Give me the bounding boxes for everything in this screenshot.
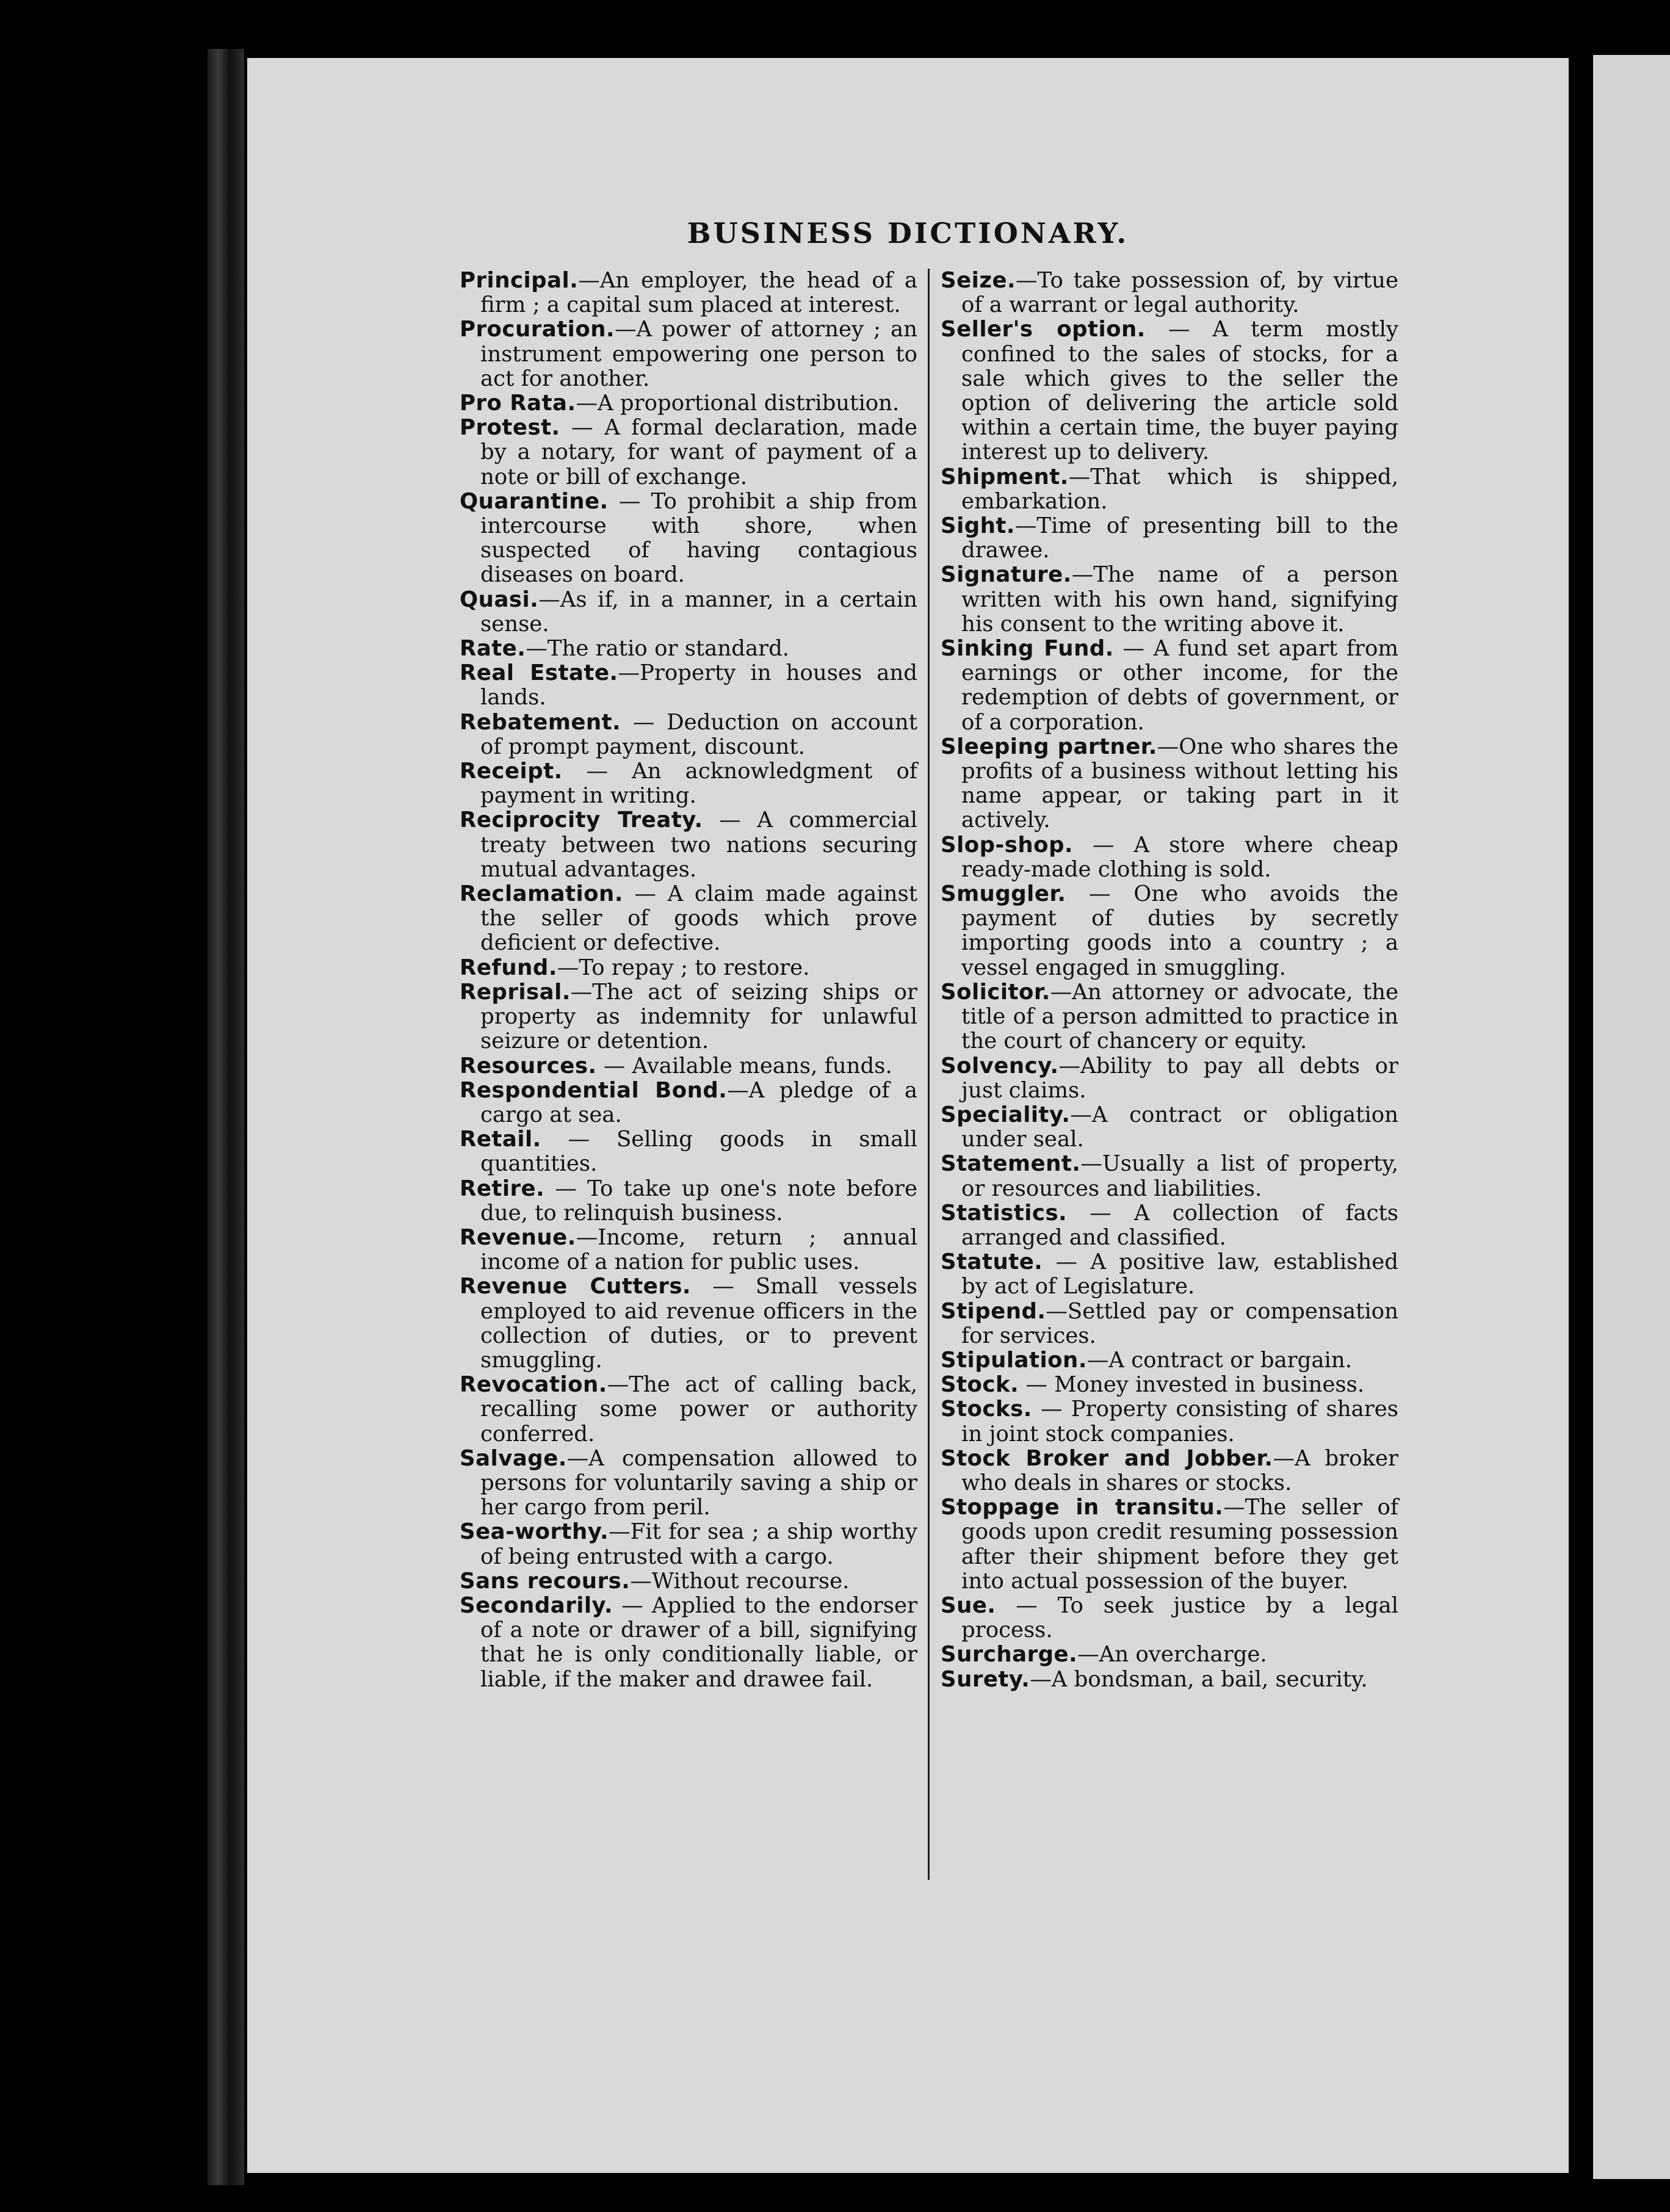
dictionary-entry bbox=[941, 465, 1398, 514]
entry-term: Pro Rata. bbox=[460, 391, 576, 416]
entry-definition: —Time of presenting bill to the drawee. bbox=[961, 513, 1398, 563]
entry-definition: — To take up one's note before due, to relinquish business. bbox=[480, 1176, 917, 1226]
dictionary-entry bbox=[460, 637, 917, 661]
entry-term: Sue. bbox=[941, 1592, 996, 1618]
entry-term: Surety. bbox=[941, 1666, 1030, 1692]
entry-definition: —The seller of goods upon credit resuming possession after their shipment before they get into actual possession of the buyer. bbox=[961, 1495, 1399, 1594]
entry-definition: —The act of seizing ships or property as indemnity for unlawful seizure or detention. bbox=[480, 979, 917, 1054]
entry-definition: — A store where cheap ready-made clothing is sold. bbox=[961, 832, 1398, 882]
entry-definition: —Income, return ; annual income of a nation for public uses. bbox=[480, 1224, 917, 1275]
entry-term: Reclamation. bbox=[460, 881, 623, 907]
column-rule bbox=[928, 269, 930, 1880]
entry-definition: — Available means, funds. bbox=[596, 1053, 892, 1079]
entry-term: Quasi. bbox=[460, 587, 539, 612]
dictionary-entry bbox=[460, 980, 917, 1054]
entry-definition: —To take possession of, by virtue of a warrant or legal authority. bbox=[961, 268, 1398, 318]
entry-term: Speciality. bbox=[941, 1102, 1071, 1127]
entry-definition: — A commercial treaty between two nations securing mutual advantages. bbox=[480, 808, 917, 882]
entry-definition: —A proportional distribution. bbox=[576, 391, 900, 416]
entry-term: Revocation. bbox=[460, 1372, 607, 1398]
entry-term: Stoppage in transitu. bbox=[941, 1495, 1224, 1520]
entry-definition: —A power of attorney ; an instrument empowering one person to act for another. bbox=[480, 317, 917, 391]
dictionary-entry bbox=[941, 1447, 1398, 1495]
entry-term: Solicitor. bbox=[941, 979, 1050, 1005]
entry-term: Quarantine. bbox=[460, 488, 609, 514]
dictionary-entry bbox=[460, 1079, 917, 1127]
dictionary-entry bbox=[460, 956, 917, 980]
entry-definition: — Money invested in business. bbox=[1019, 1372, 1365, 1398]
entry-definition: — A collection of facts arranged and classified. bbox=[961, 1200, 1398, 1250]
entry-term: Seize. bbox=[941, 268, 1016, 293]
entry-term: Salvage. bbox=[460, 1445, 567, 1471]
dictionary-entry bbox=[941, 1348, 1398, 1373]
dictionary-entry bbox=[941, 833, 1398, 882]
entry-term: Statement. bbox=[941, 1151, 1081, 1177]
entry-term: Protest. bbox=[460, 415, 560, 441]
entry-term: Principal. bbox=[460, 268, 579, 293]
entry-definition: —A bondsman, a bail, security. bbox=[1030, 1666, 1368, 1692]
dictionary-entry bbox=[460, 808, 917, 882]
dictionary-entry bbox=[460, 1373, 917, 1447]
entry-term: Smuggler. bbox=[941, 881, 1066, 907]
entry-definition: —The act of calling back, recalling some power or authority conferred. bbox=[480, 1372, 917, 1447]
entry-definition: — Applied to the endorser of a note or drawer of a bill, signifying that he is only conditionally liable, or liable, if the maker and drawee fail. bbox=[480, 1592, 917, 1692]
entry-definition: —A contract or obligation under seal. bbox=[961, 1102, 1398, 1152]
dictionary-entry bbox=[460, 391, 917, 416]
dictionary-entry bbox=[460, 416, 917, 490]
entry-definition: —An employer, the head of a firm ; a capital sum placed at interest. bbox=[480, 268, 917, 318]
dictionary-entry bbox=[460, 1054, 917, 1079]
entry-definition: — A fund set apart from earnings or other income, for the redemption of debts of government, or of a corporation. bbox=[961, 636, 1398, 735]
entry-term: Shipment. bbox=[941, 464, 1069, 490]
dictionary-entry bbox=[941, 1594, 1398, 1643]
entry-term: Retire. bbox=[460, 1176, 545, 1201]
entry-definition: — A term mostly confined to the sales of stocks, for a sale which gives to the seller the option of delivering the article sold within a certain time, the buyer paying interest up to delivery. bbox=[961, 317, 1398, 465]
entry-definition: —Settled pay or compensation for services. bbox=[961, 1298, 1398, 1348]
entry-definition: —An attorney or advocate, the title of a person admitted to practice in the court of chancery or equity. bbox=[961, 979, 1398, 1054]
dictionary-entry bbox=[460, 317, 917, 391]
entry-term: Sea-worthy. bbox=[460, 1519, 609, 1545]
entry-term: Real Estate. bbox=[460, 660, 618, 686]
dictionary-entry bbox=[941, 514, 1398, 563]
entry-definition: —A contract or bargain. bbox=[1086, 1347, 1353, 1373]
entry-definition: —Usually a list of property, or resources and liabilities. bbox=[961, 1151, 1398, 1201]
dictionary-entry bbox=[460, 1177, 917, 1226]
entry-definition: — Deduction on account of prompt payment, discount. bbox=[480, 709, 917, 759]
dictionary-entry bbox=[460, 710, 917, 759]
entry-term: Statistics. bbox=[941, 1200, 1068, 1226]
dictionary-entry bbox=[941, 317, 1398, 464]
entry-definition: —Without recourse. bbox=[630, 1568, 850, 1594]
dictionary-entry bbox=[941, 1054, 1398, 1103]
entry-definition: — A formal declaration, made by a notary, for want of payment of a note or bill of exchange. bbox=[480, 415, 917, 490]
entry-definition: —A compensation allowed to persons for voluntarily saving a ship or her cargo from peril. bbox=[480, 1445, 917, 1520]
entry-term: Sans recours. bbox=[460, 1568, 631, 1594]
entry-definition: — Selling goods in small quantities. bbox=[480, 1127, 917, 1177]
dictionary-entry bbox=[460, 269, 917, 317]
entry-definition: — Small vessels employed to aid revenue officers in the collection of duties, or to prevent smuggling. bbox=[480, 1274, 917, 1373]
entry-definition: — An acknowledgment of payment in writing. bbox=[480, 759, 917, 809]
dictionary-entry bbox=[941, 1152, 1398, 1201]
dictionary-entry bbox=[941, 1373, 1398, 1397]
entry-term: Refund. bbox=[460, 955, 557, 980]
entry-term: Stocks. bbox=[941, 1397, 1032, 1422]
entry-term: Receipt. bbox=[460, 759, 563, 784]
dictionary-entry bbox=[941, 1495, 1398, 1594]
entry-definition: —The name of a person written with his own hand, signifying his consent to the writing above it. bbox=[961, 562, 1398, 637]
entry-definition: — To seek justice by a legal process. bbox=[961, 1592, 1398, 1643]
entry-term: Reprisal. bbox=[460, 979, 571, 1005]
dictionary-entry bbox=[941, 980, 1398, 1054]
entry-term: Retail. bbox=[460, 1127, 541, 1152]
entry-definition: —Property in houses and lands. bbox=[480, 660, 918, 710]
entry-definition: —A pledge of a cargo at sea. bbox=[480, 1077, 917, 1127]
dictionary-entry bbox=[941, 735, 1398, 833]
entry-term: Sight. bbox=[941, 513, 1015, 539]
entry-term: Resources. bbox=[460, 1053, 597, 1079]
entry-definition: —A broker who deals in shares or stocks. bbox=[961, 1445, 1399, 1495]
adjacent-page-edge bbox=[1593, 55, 1670, 2179]
entry-term: Secondarily. bbox=[460, 1592, 613, 1618]
entry-term: Respondential Bond. bbox=[460, 1077, 728, 1103]
running-head: BUSINESS DICTIONARY. bbox=[687, 217, 1129, 250]
dictionary-entry bbox=[460, 1274, 917, 1373]
entry-definition: —Fit for sea ; a ship worthy of being entrusted with a cargo. bbox=[480, 1519, 917, 1569]
entry-definition: —An overcharge. bbox=[1077, 1642, 1267, 1668]
dictionary-entry bbox=[941, 269, 1398, 317]
entry-term: Stock. bbox=[941, 1372, 1019, 1398]
dictionary-entry bbox=[460, 1447, 917, 1520]
entry-term: Seller's option. bbox=[941, 317, 1146, 342]
book-page bbox=[247, 58, 1569, 2173]
dictionary-entry bbox=[941, 637, 1398, 735]
dictionary-entry bbox=[460, 1569, 917, 1594]
entry-term: Stipend. bbox=[941, 1298, 1046, 1324]
entry-term: Statute. bbox=[941, 1249, 1043, 1275]
entry-term: Signature. bbox=[941, 562, 1072, 588]
dictionary-entry bbox=[460, 759, 917, 808]
dictionary-entry bbox=[941, 1299, 1398, 1348]
dictionary-entry bbox=[460, 1594, 917, 1692]
entry-definition: —That which is shipped, embarkation. bbox=[961, 464, 1398, 514]
entry-term: Solvency. bbox=[941, 1053, 1059, 1079]
dictionary-entry bbox=[941, 1103, 1398, 1152]
entry-term: Sleeping partner. bbox=[941, 734, 1157, 759]
entry-definition: — To prohibit a ship from intercourse with shore, when suspected of having contagious diseases on board. bbox=[480, 488, 917, 588]
entry-definition: — Property consisting of shares in joint stock companies. bbox=[961, 1397, 1398, 1447]
dictionary-entry bbox=[460, 588, 917, 637]
right-column bbox=[941, 269, 1398, 1692]
dictionary-entry bbox=[460, 882, 917, 956]
dictionary-entry bbox=[941, 1250, 1398, 1299]
entry-definition: — A claim made against the seller of goods which prove deficient or defective. bbox=[480, 881, 917, 956]
entry-term: Sinking Fund. bbox=[941, 636, 1114, 662]
dictionary-entry bbox=[460, 1127, 917, 1176]
entry-definition: —One who shares the profits of a business without letting his name appear, or taking part in it actively. bbox=[961, 734, 1398, 833]
entry-term: Stipulation. bbox=[941, 1347, 1087, 1373]
book-spine bbox=[208, 49, 244, 2185]
entry-term: Surcharge. bbox=[941, 1642, 1078, 1668]
entry-term: Rate. bbox=[460, 636, 526, 662]
dictionary-entry bbox=[941, 882, 1398, 980]
dictionary-entry bbox=[941, 1668, 1398, 1692]
entry-term: Revenue. bbox=[460, 1224, 576, 1250]
entry-definition: —The ratio or standard. bbox=[526, 636, 790, 662]
dictionary-entry bbox=[941, 1397, 1398, 1446]
entry-definition: —To repay ; to restore. bbox=[557, 955, 810, 980]
dictionary-entry bbox=[941, 1201, 1398, 1250]
entry-definition: — A positive law, established by act of Legislature. bbox=[961, 1249, 1398, 1299]
entry-term: Procuration. bbox=[460, 317, 615, 342]
entry-term: Revenue Cutters. bbox=[460, 1274, 691, 1299]
dictionary-entry bbox=[460, 1226, 917, 1274]
dictionary-entry bbox=[460, 490, 917, 588]
left-column bbox=[460, 269, 917, 1692]
dictionary-entry bbox=[941, 563, 1398, 637]
entry-definition: —Ability to pay all debts or just claims. bbox=[961, 1053, 1398, 1103]
dictionary-entry bbox=[460, 661, 917, 710]
entry-term: Reciprocity Treaty. bbox=[460, 808, 703, 833]
dictionary-entry bbox=[941, 1643, 1398, 1667]
entry-term: Slop-shop. bbox=[941, 832, 1073, 858]
dictionary-entry bbox=[460, 1520, 917, 1569]
entry-definition: —As if, in a manner, in a certain sense. bbox=[480, 587, 917, 637]
entry-term: Stock Broker and Jobber. bbox=[941, 1445, 1273, 1471]
entry-term: Rebatement. bbox=[460, 709, 621, 735]
entry-definition: — One who avoids the payment of duties by secretly importing goods into a country ; a vessel engaged in smuggling. bbox=[961, 881, 1398, 980]
